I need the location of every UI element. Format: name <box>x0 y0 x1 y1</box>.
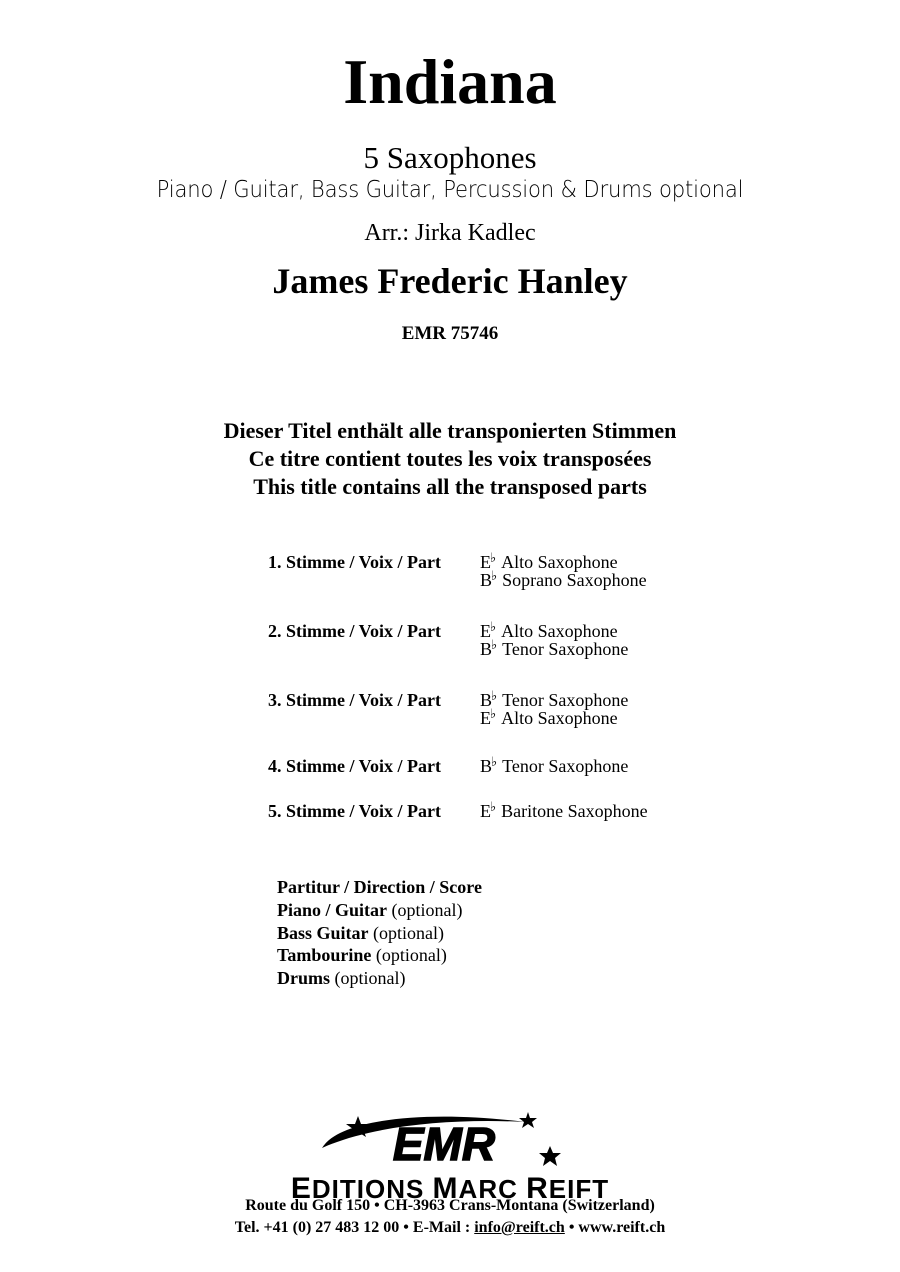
emr-logo <box>300 1104 600 1176</box>
part-instrument: B♭ Tenor Saxophone <box>480 754 629 776</box>
catalog-number: EMR 75746 <box>401 323 499 344</box>
part-instrument: E♭ Alto Saxophone <box>480 706 618 728</box>
note-german: Dieser Titel enthält alle transponierten Stimmen <box>223 418 677 443</box>
note-english: This title contains all the transposed parts <box>253 474 647 499</box>
note-french: Ce titre contient toutes les voix transposées <box>248 446 652 471</box>
part-label: 2. Stimme / Voix / Part <box>268 621 441 641</box>
page-title: Indiana <box>343 46 557 117</box>
part-label: 4. Stimme / Voix / Part <box>268 756 441 776</box>
score-item: Bass Guitar (optional) <box>277 923 444 943</box>
part-instrument: E♭ Baritone Saxophone <box>480 799 648 821</box>
logo-text: EMR <box>392 1118 496 1170</box>
part-instrument: E♭ Alto Saxophone <box>480 619 618 641</box>
composer-name: James Frederic Hanley <box>272 261 628 301</box>
ensemble-subtitle: 5 Saxophones <box>363 140 537 175</box>
instrumentation-line: Piano / Guitar, Bass Guitar, Percussion & Drums optional <box>156 177 744 203</box>
part-label: 1. Stimme / Voix / Part <box>268 552 441 572</box>
score-item: Drums (optional) <box>277 968 406 988</box>
part-instrument: B♭ Tenor Saxophone <box>480 637 629 659</box>
publisher-name: EDITIONS MARC REIFT <box>290 1172 610 1205</box>
publisher-contact: Tel. +41 (0) 27 483 12 00 • E-Mail : info@reift.ch • www.reift.ch <box>234 1219 666 1236</box>
score-item: Piano / Guitar (optional) <box>277 900 463 920</box>
arranger-credit: Arr.: Jirka Kadlec <box>364 220 536 246</box>
publisher-address: Route du Golf 150 • CH-3963 Crans-Montana (Switzerland) <box>245 1197 655 1214</box>
part-label: 3. Stimme / Voix / Part <box>268 690 441 710</box>
part-instrument: B♭ Tenor Saxophone <box>480 688 629 710</box>
score-item: Tambourine (optional) <box>277 945 447 965</box>
part-label: 5. Stimme / Voix / Part <box>268 801 441 821</box>
part-instrument: E♭ Alto Saxophone <box>480 550 618 572</box>
score-item: Partitur / Direction / Score <box>277 877 482 897</box>
email-link[interactable]: info@reift.ch <box>474 1219 565 1236</box>
part-instrument: B♭ Soprano Saxophone <box>480 568 647 590</box>
